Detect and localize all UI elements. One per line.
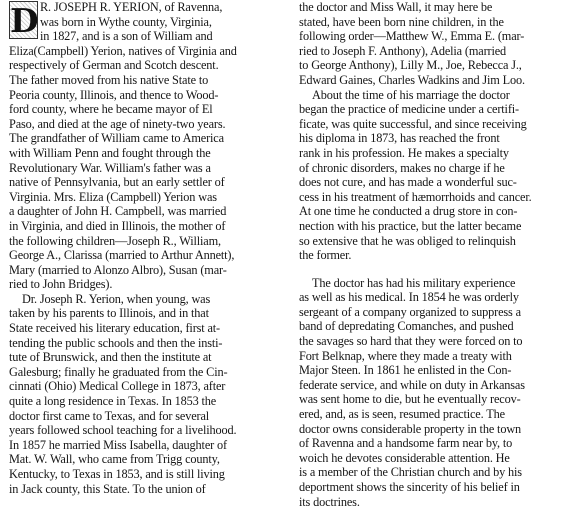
text-line: rank in his profession. He makes a specialty [299, 145, 509, 160]
right-column [299, 0, 567, 509]
text-line: Edward Gaines, Charles Wadkins and Jim Loo. [299, 72, 525, 87]
text-line: ford county, where he became mayor of El [9, 102, 213, 117]
text-line: a daughter of John H. Campbell, was married [9, 204, 227, 219]
text-line: so extensive that he was obliged to relinquish [299, 233, 516, 248]
text-line: is a member of the Christian church and by his [299, 465, 522, 480]
text-line: Major Steen. In 1861 he enlisted in the Con- [299, 363, 512, 378]
text-line: Revolutionary War. William's father was a [9, 160, 211, 175]
text-line: Virginia. Mrs. Eliza (Campbell) Yerion was [9, 189, 217, 204]
text-line: in 1827, and is a son of William and [40, 29, 213, 44]
text-line: of chronic disorders, makes no charge if he [299, 160, 505, 175]
text-line: About the time of his marriage the doctor [312, 87, 510, 102]
text-line: in Jack county, this State. To the union of [9, 481, 206, 496]
text-line: doctor first came to Texas, and for several [9, 408, 210, 423]
text-line: the savages so hard that they were forced on to [299, 334, 523, 349]
text-line: the former. [299, 248, 352, 263]
text-line: was sent home to die, but he eventually recov- [299, 392, 521, 407]
text-line: stated, have been born nine children, in the [299, 14, 504, 29]
text-line: band of depredating Comanches, and pushed [299, 319, 514, 334]
text-line: Paso, and died at the age of ninety-two years. [9, 116, 226, 131]
text-line: R. JOSEPH R. YERION, of Ravenna, [40, 0, 223, 14]
text-line: respectively of German and Scotch descent. [9, 58, 219, 73]
text-line: Dr. Joseph R. Yerion, when young, was [22, 291, 211, 306]
text-line: The grandfather of William came to America [9, 131, 224, 146]
text-line: to George Anthony), Lilly M., Joe, Rebecca J., [299, 58, 522, 73]
text-line: woich he devotes considerable attention. He [299, 450, 510, 465]
text-line: Eliza(Campbell) Yerion, natives of Virginia and [9, 43, 237, 58]
text-line: ried to Joseph F. Anthony), Adelia (married [299, 43, 507, 58]
text-line: Mat. W. Wall, who came from Trigg county, [9, 452, 220, 467]
text-line: cess in his treatment of hæmorrhoids and cancer. [299, 189, 532, 204]
text-line: his diploma in 1873, has reached the front [299, 131, 500, 146]
text-line: ficate, was quite successful, and since receiving [299, 116, 527, 131]
text-line: does not cure, and has made a wonderful suc- [299, 175, 517, 190]
text-line: Mary (married to Alonzo Albro), Susan (mar- [9, 262, 227, 277]
text-line: Peoria county, Illinois, and thence to Wood- [9, 87, 219, 102]
text-line: native of Pennsylvania, but an early settler of [9, 175, 225, 190]
text-line: Fort Belknap, where they made a treaty with [299, 348, 512, 363]
paragraph-gap [299, 263, 567, 276]
text-line: sergeant of a company organized to suppress a [299, 304, 521, 319]
text-line: taken by his parents to Illinois, and in that [9, 306, 209, 321]
text-line: the following children—Joseph R., William, [9, 233, 221, 248]
text-line: doctor owns considerable property in the town [299, 421, 522, 436]
text-line: its doctrines. [299, 494, 360, 509]
text-line: of Ravenna and a handsome farm near by, to [299, 436, 513, 451]
left-column [9, 0, 281, 496]
text-line: following order—Matthew W., Emma E. (mar- [299, 29, 525, 44]
text-line: Kentucky, to Texas in 1853, and is still living [9, 467, 225, 481]
text-line: nection with his practice, but the latter became [299, 218, 522, 233]
text-line: ered, and, as is seen, resumed practice. The [299, 407, 505, 422]
right-column-bottom-section [299, 276, 567, 509]
text-line: in Virginia, and died in Illinois, the mother of [9, 218, 226, 233]
text-line: federate service, and while on duty in Arkansas [299, 377, 525, 392]
text-line: tute of Brunswick, and then the institute at [9, 350, 212, 365]
text-line: years followed school teaching for a livelihood. [9, 423, 237, 438]
text-line: The doctor has had his military experience [312, 275, 516, 290]
text-line: began the practice of medicine under a certifi- [299, 102, 519, 117]
text-line: In 1857 he married Miss Isabella, daughter of [9, 437, 227, 452]
text-line: The father moved from his native State to [9, 72, 209, 87]
text-line: cinnati (Ohio) Medical College in 1873, after [9, 379, 226, 394]
text-line: George A., Clarissa (married to Arthur Annett), [9, 248, 235, 263]
text-line: At one time he conducted a drug store in con- [299, 204, 518, 219]
text-line: State received his literary education, first at- [9, 321, 220, 336]
text-line: Galesburg; finally he graduated from the Cin- [9, 364, 228, 379]
text-line: deportment shows the sincerity of his belief in [299, 480, 520, 494]
text-line: quite a long residence in Texas. In 1853 the [9, 394, 217, 409]
text-line: tending the public schools and then the insti- [9, 335, 223, 350]
text-line: with William Penn and fought through the [9, 145, 211, 160]
text-line: ried to John Bridges). [9, 277, 113, 292]
text-line: as well as his medical. In 1854 he was orderly [299, 290, 519, 305]
text-line: was born in Wythe county, Virginia, [40, 14, 212, 29]
text-line: the doctor and Miss Wall, it may here be [299, 0, 493, 14]
drop-cap-initial: D [10, 1, 39, 40]
right-column-top-section [299, 0, 567, 263]
